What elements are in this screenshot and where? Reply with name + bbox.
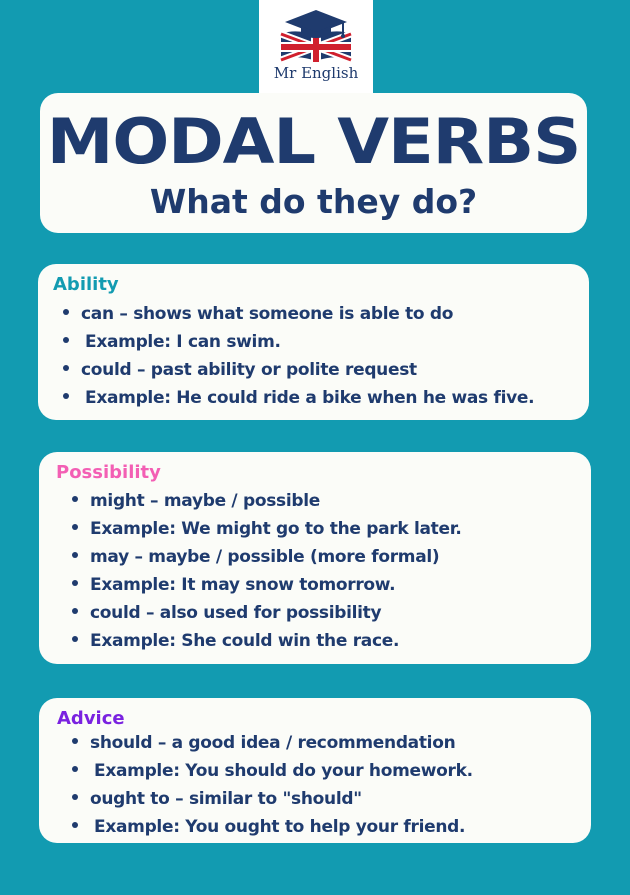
list-item: should – a good idea / recommendation bbox=[72, 729, 473, 757]
list-item: Example: You ought to help your friend. bbox=[72, 813, 473, 841]
bullet-icon bbox=[72, 608, 78, 614]
list-item: might – maybe / possible bbox=[72, 487, 462, 515]
possibility-section bbox=[39, 452, 591, 664]
list-item: Example: I can swim. bbox=[63, 328, 534, 356]
list-item: Example: She could win the race. bbox=[72, 627, 462, 655]
list-item: may – maybe / possible (more formal) bbox=[72, 543, 462, 571]
list-item: ought to – similar to "should" bbox=[72, 785, 473, 813]
graduation-cap-flag-icon bbox=[277, 8, 355, 62]
bullet-icon bbox=[72, 822, 78, 828]
logo bbox=[259, 0, 373, 93]
bullet-icon bbox=[63, 309, 69, 315]
bullet-icon bbox=[72, 794, 78, 800]
bullet-icon bbox=[72, 766, 78, 772]
ability-list bbox=[63, 300, 534, 412]
page-subtitle: What do they do? bbox=[149, 182, 478, 221]
bullet-icon bbox=[72, 524, 78, 530]
advice-list bbox=[72, 729, 473, 841]
bullet-icon bbox=[63, 365, 69, 371]
bullet-icon bbox=[72, 496, 78, 502]
bullet-icon bbox=[63, 393, 69, 399]
bullet-icon bbox=[63, 337, 69, 343]
brand-name: Mr English bbox=[273, 64, 359, 82]
list-item: could – also used for possibility bbox=[72, 599, 462, 627]
bullet-icon bbox=[72, 738, 78, 744]
page-title: MODAL VERBS bbox=[46, 105, 581, 178]
advice-heading: Advice bbox=[57, 708, 125, 729]
list-item: Example: He could ride a bike when he was five. bbox=[63, 384, 534, 412]
possibility-list bbox=[72, 487, 462, 655]
title-card bbox=[40, 93, 587, 233]
bullet-icon bbox=[72, 636, 78, 642]
bullet-icon bbox=[72, 552, 78, 558]
bullet-icon bbox=[72, 580, 78, 586]
possibility-heading: Possibility bbox=[56, 462, 161, 483]
list-item: Example: You should do your homework. bbox=[72, 757, 473, 785]
ability-section bbox=[38, 264, 589, 420]
list-item: can – shows what someone is able to do bbox=[63, 300, 534, 328]
ability-heading: Ability bbox=[53, 274, 119, 295]
list-item: Example: It may snow tomorrow. bbox=[72, 571, 462, 599]
list-item: Example: We might go to the park later. bbox=[72, 515, 462, 543]
advice-section bbox=[39, 698, 591, 843]
list-item: could – past ability or polite request bbox=[63, 356, 534, 384]
